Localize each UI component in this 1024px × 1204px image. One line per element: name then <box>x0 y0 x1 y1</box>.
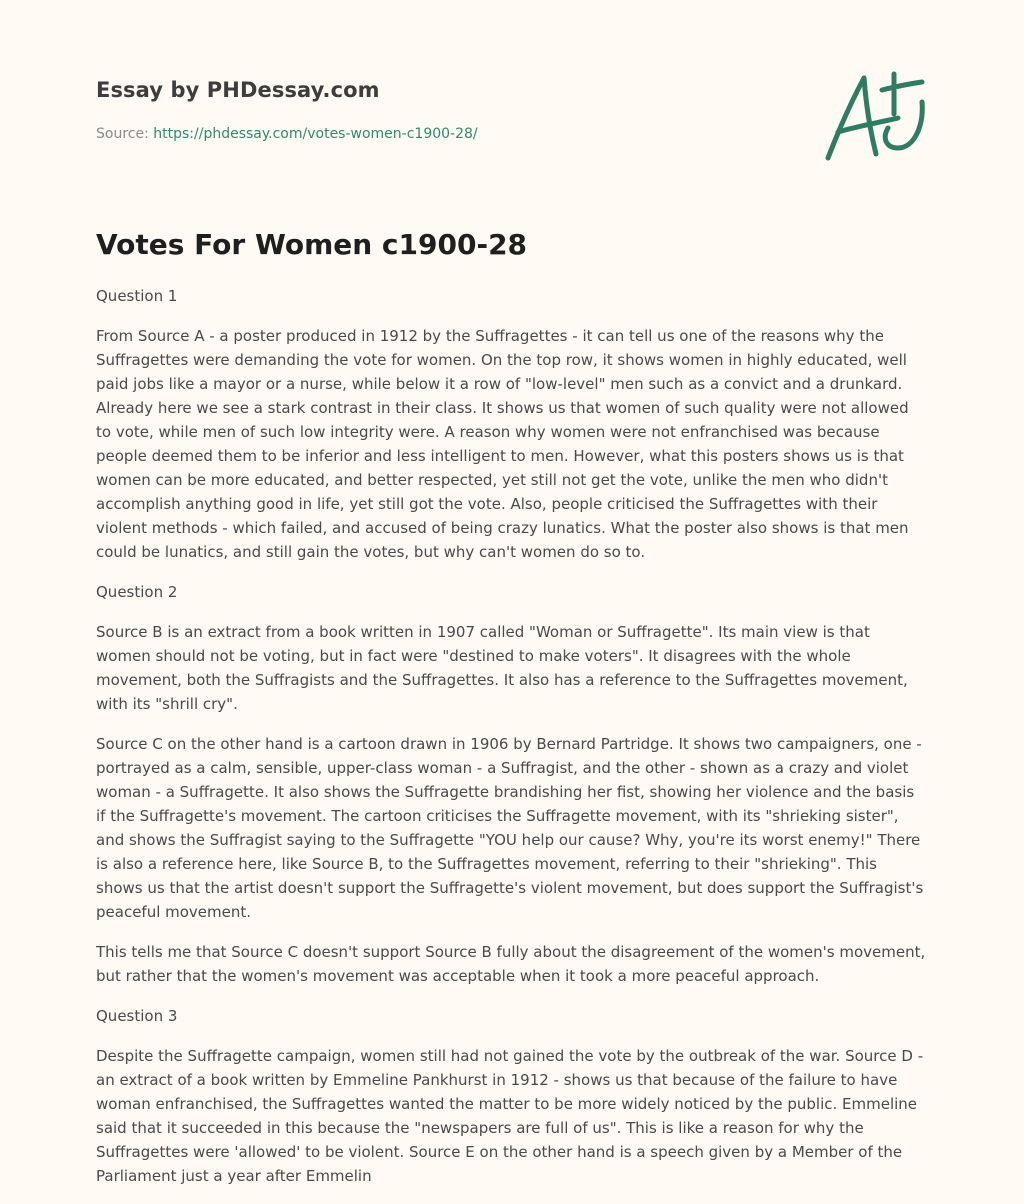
site-title: Essay by PHDessay.com <box>96 78 380 102</box>
a-plus-logo-icon <box>824 70 928 164</box>
essay-body <box>96 284 928 1204</box>
source-link[interactable]: https://phdessay.com/votes-women-c1900-28/ <box>153 126 478 142</box>
source-label: Source: <box>96 126 149 142</box>
question-heading: Question 1 <box>96 287 178 305</box>
source-line <box>96 126 478 142</box>
essay-title: Votes For Women c1900-28 <box>96 228 528 261</box>
paragraph: Despite the Suffragette campaign, women still had not gained the vote by the outbreak of the war. Source D - an extract of a book written by Emmeline Pankhurst in 1912 - shows us that because of the failure to have woman enfranchised, the Suffragettes wanted the matter to be more widely noticed by the public. Emmeline said that it succeeded in this because the "newspapers are full of us". This is like a reason for why the Suffragettes were 'allowed' to be violent. Source E on the other hand is a speech given by a Member of the Parliament just a year after Emmelin <box>96 1047 924 1185</box>
paragraph: Source C on the other hand is a cartoon drawn in 1906 by Bernard Partridge. It shows two campaigners, one - portrayed as a calm, sensible, upper-class woman - a Suffragist, and the other - shown as a crazy and violet woman - a Suffragette. It also shows the Suffragette brandishing her fist, showing her violence and the basis if the Suffragette's movement. The cartoon criticises the Suffragette movement, with its "shrieking sister", and shows the Suffragist saying to the Suffragette "YOU help our cause? Why, you're its worst enemy!" There is also a reference here, like Source B, to the Suffragettes movement, referring to their "shrieking". This shows us that the artist doesn't support the Suffragette's violent movement, but does support the Suffragist's peaceful movement. <box>96 735 924 921</box>
question-heading: Question 3 <box>96 1007 178 1025</box>
question-heading: Question 2 <box>96 583 178 601</box>
page-header <box>96 72 928 182</box>
paragraph: From Source A - a poster produced in 1912 by the Suffragettes - it can tell us one of the reasons why the Suffragettes were demanding the vote for women. On the top row, it shows women in highly educated, well paid jobs like a mayor or a nurse, while below it a row of "low-level" men such as a convict and a drunkard. Already here we see a stark contrast in their class. It shows us that women of such quality were not allowed to vote, while men of such low integrity were. A reason why women were not enfranchised was because people deemed them to be inferior and less intelligent to men. However, what this posters shows us is that women can be more educated, and better respected, yet still not get the vote, unlike the men who didn't accomplish anything good in life, yet still got the vote. Also, people criticised the Suffragettes with their violent methods - which failed, and accused of being crazy lunatics. What the poster also shows is that men could be lunatics, and still gain the votes, but why can't women do so to. <box>96 327 909 561</box>
paragraph: This tells me that Source C doesn't support Source B fully about the disagreement of the women's movement, but rather that the women's movement was acceptable when it took a more peaceful approach. <box>96 943 926 985</box>
paragraph: Source B is an extract from a book written in 1907 called "Woman or Suffragette". Its main view is that women should not be voting, but in fact were "destined to make voters". It disagrees with the whole movement, both the Suffragists and the Suffragettes. It also has a reference to the Suffragettes movement, with its "shrill cry". <box>96 623 908 713</box>
